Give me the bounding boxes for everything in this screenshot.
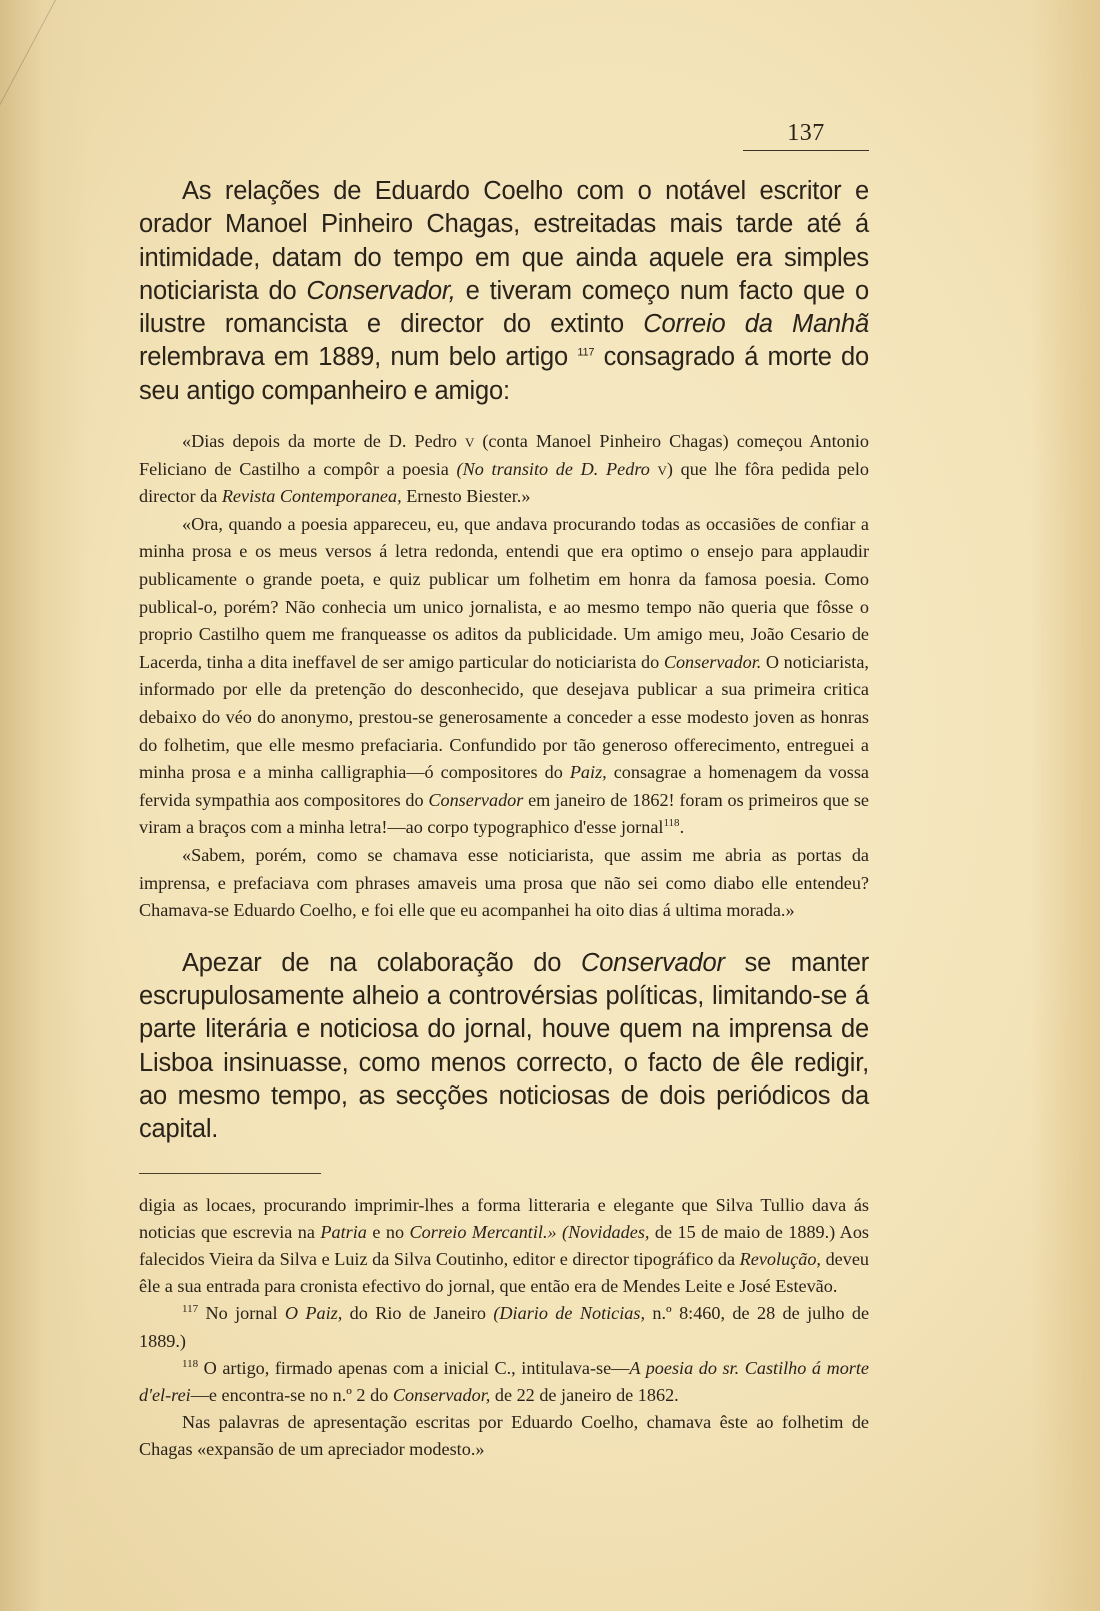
text-run: «Dias depois da morte de D. Pedro — [182, 431, 465, 452]
footnotes — [139, 1192, 869, 1464]
main-paragraph-2 — [139, 947, 869, 1147]
footnote-number: 118 — [182, 1357, 199, 1370]
italic-title: (No transito de D. Pedro — [456, 458, 650, 479]
page-number: 137 — [743, 118, 869, 151]
italic-title: Patria — [320, 1221, 367, 1242]
italic-title: Revolução, — [739, 1248, 821, 1269]
italic-title: O Paiz, — [284, 1303, 343, 1324]
text-run: Ernesto Biester.» — [401, 486, 531, 507]
italic-title: A poesia do sr. Castilho á morte d'el-rei — [139, 1357, 869, 1405]
text-run: consagrado á morte do seu antigo companheiro e amigo: — [139, 343, 869, 405]
italic-title: Revista Contemporanea, — [221, 486, 402, 507]
text-run: ) que lhe fôra pedida pelo director da — [139, 458, 870, 507]
footnote-reference-117: 117 — [577, 346, 595, 359]
text-run: —e encontra-se no n.º 2 do — [190, 1384, 393, 1405]
text-run: n.º 8:460, de 28 de julho de 1889.) — [139, 1303, 870, 1351]
italic-title: Conservador, — [306, 276, 456, 305]
text-run: relembrava em 1889, num belo artigo — [139, 343, 578, 372]
main-paragraph-1 — [139, 175, 869, 408]
footnote-reference-118: 118 — [663, 817, 680, 830]
italic-title: Paiz, — [569, 762, 607, 783]
roman-numeral: v — [464, 431, 475, 452]
text-run: deveu êle a sua entrada para cronista efectivo do jornal, que então era de Mendes Leite e José Estevão. — [139, 1248, 869, 1297]
text-run: O artigo, firmado apenas com a inicial C., intitulava-se— — [198, 1357, 630, 1378]
block-quote — [139, 428, 869, 925]
paper-crease — [0, 0, 146, 120]
text-run: de 22 de janeiro de 1862. — [490, 1384, 679, 1405]
footnote-continuation — [139, 1192, 869, 1301]
text-run: consagrae a homenagem da vossa fervida sympathia aos compositores do — [139, 762, 869, 810]
text-run: . — [679, 817, 685, 838]
italic-title: Correio da Manhã — [643, 310, 869, 339]
paper-edge-shadow-right — [1030, 0, 1100, 1611]
text-run: «Ora, quando a poesia appareceu, eu, que andava procurando todas as occasiões de confiar a minha prosa e os meus versos á letra redonda, entendi que era optimo o ensejo para applaudir publicamente o grande poeta, e quiz publicar um folhetim em honra da famosa poesia. Como publical-o, porém? Não conhecia um unico jornalista, e ao mesmo tempo não queria que fôsse o proprio Castilho quem me franqueasse os aditos da publicidade. Um amigo meu, João Cesario de Lacerda, tinha a dita ineffavel de ser amigo particular do noticiarista do — [139, 513, 869, 672]
text-column — [139, 0, 869, 1524]
text-run: O noticiarista, informado por elle da pretenção do desconhecido, que desejava publicar a sua primeira critica debaixo do véo do anonymo, prestou-se generosamente a conceder a esse modesto joven as honras do folhetim, que elle mesmo prefaciaria. Confundido por tão generoso offerecimento, entreguei a minha prosa e a minha calligraphia—ó compositores do — [139, 651, 869, 783]
italic-title: Conservador. — [663, 651, 762, 672]
text-run: e tiveram começo num facto que o ilustre romancista e director do extinto — [139, 276, 869, 339]
footnote-closing: Nas palavras de apresentação escritas por Eduardo Coelho, chamava êste ao folhetim de Chagas «expansão de um apreciador modesto.» — [139, 1412, 869, 1460]
text-run: As relações de Eduardo Coelho com o notável escritor e orador Manoel Pinheiro Chagas, estreitadas mais tarde até á intimidade, datam do tempo em que ainda aquele era simples noticiarista do — [139, 177, 869, 305]
text-run: digia as locaes, procurando imprimir-lhes a forma litteraria e elegante que Silva Tullio dava ás noticias que escrevia na — [139, 1194, 869, 1242]
text-run: Apezar de na colaboração do — [182, 948, 581, 977]
italic-title: Correio Mercantil.» (Novidades, — [409, 1221, 650, 1242]
footnote-separator — [139, 1173, 321, 1174]
italic-title: Conservador — [428, 789, 524, 810]
page-header — [139, 118, 869, 151]
footnote-number: 117 — [182, 1303, 199, 1316]
italic-title: Conservador, — [392, 1384, 491, 1405]
italic-title: Conservador — [580, 948, 725, 977]
quote-paragraph-2 — [139, 511, 869, 842]
text-run: de 15 de maio de 1889.) Aos falecidos Vieira da Silva e Luiz da Silva Coutinho, editor e director tipográfico da — [139, 1221, 869, 1269]
footnote-117 — [139, 1300, 869, 1354]
text-run: em janeiro de 1862! foram os primeiros que se viram a braços com a minha letra!—ao corpo typographico d'esse jornal — [139, 789, 869, 838]
quote-paragraph-1 — [139, 428, 869, 511]
footnote-118 — [139, 1355, 869, 1409]
italic-title: (Diario de Noticias, — [493, 1303, 646, 1324]
roman-numeral: v — [657, 458, 667, 479]
text-run: No jornal — [198, 1303, 285, 1324]
text-run: se manter escrupulosamente alheio a controvérsias políticas, limitando-se á parte literária e noticiosa do jornal, houve quem na imprensa de Lisboa insinuasse, como menos correcto, o facto de êle redigir, ao mesmo tempo, as secções noticiosas de dois periódicos da capital. — [139, 948, 869, 1144]
paper-edge-shadow-left — [0, 0, 90, 1611]
text-run: do Rio de Janeiro — [342, 1303, 494, 1324]
text-run: e no — [366, 1221, 410, 1242]
text-run: (conta Manoel Pinheiro Chagas) começou Antonio Feliciano de Castilho a compôr a poesia — [139, 431, 869, 479]
quote-paragraph-3: «Sabem, porém, como se chamava esse noticiarista, que assim me abria as portas da imprensa, e prefaciava com phrases amaveis uma prosa que não sei como diabo elle entendeu? Chamava-se Eduardo Coelho, e foi elle que eu acompanhei ha oito dias á ultima morada.» — [139, 844, 869, 921]
